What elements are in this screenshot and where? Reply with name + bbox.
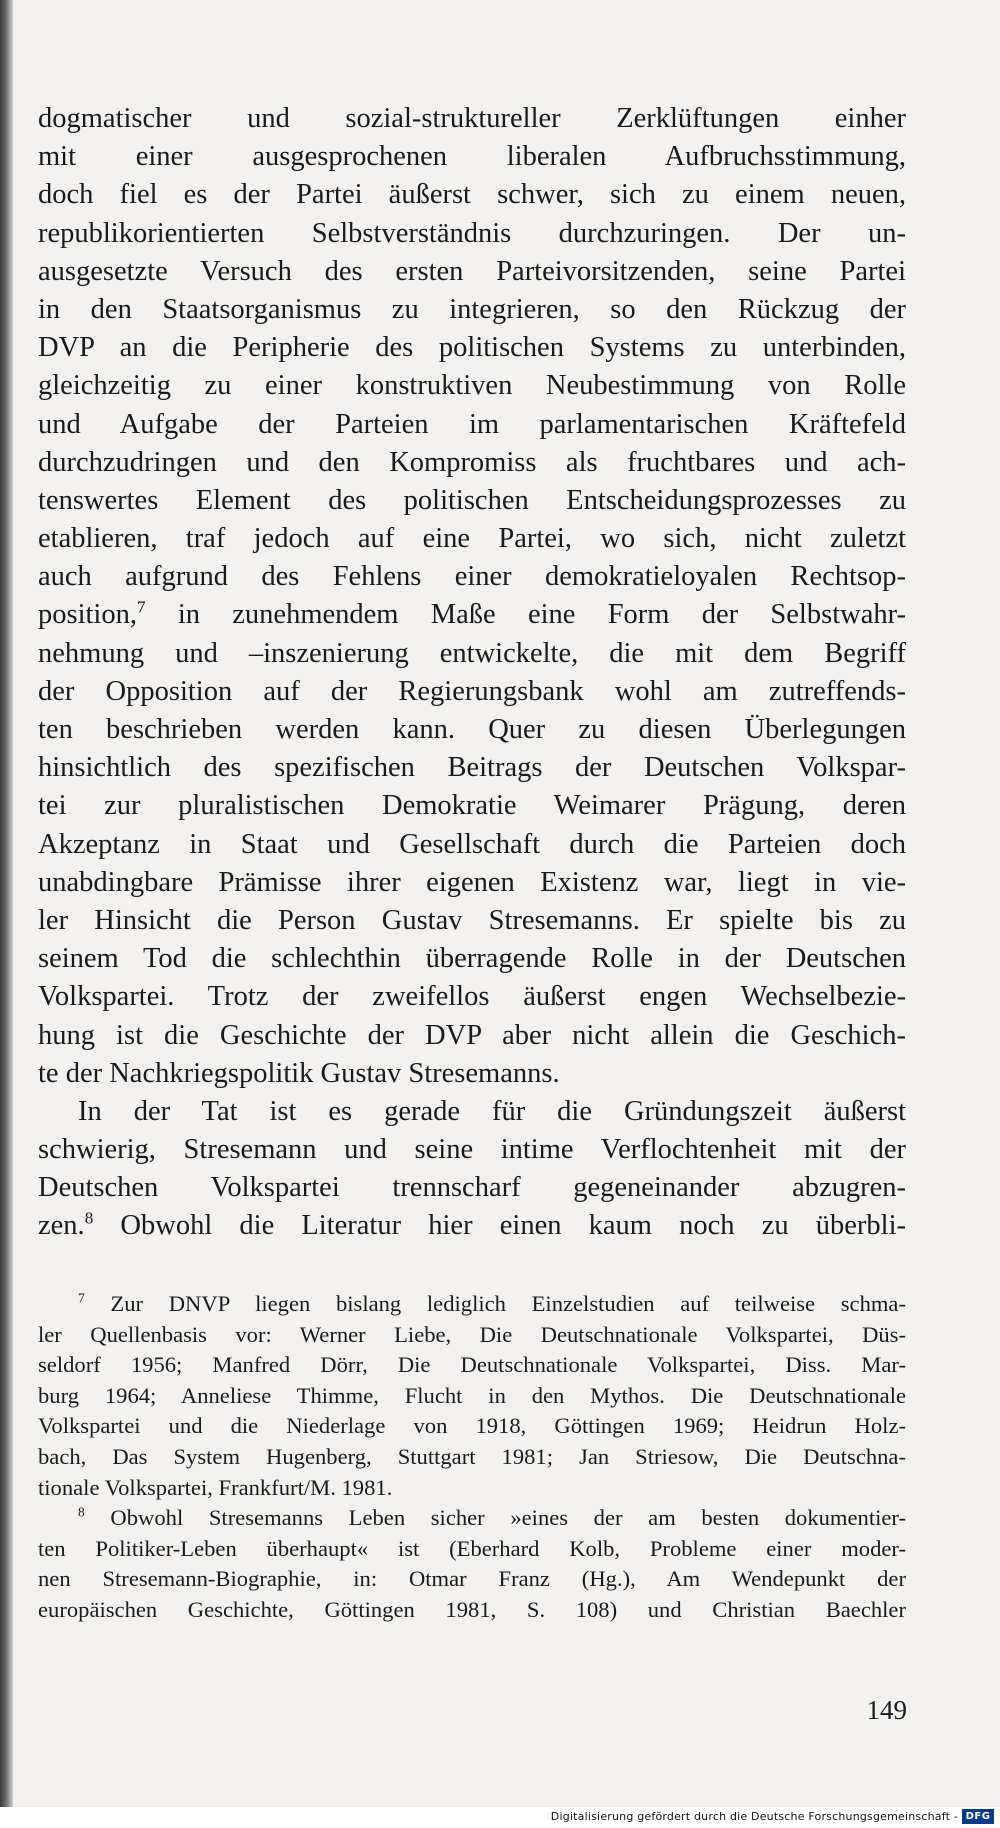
footnote-text: Zur DNVP liegen bislang lediglich Einzelstudien auf teilweise schma-: [110, 1291, 906, 1316]
text-line: in den Staatsorganismus zu integrieren, so den Rückzug der: [38, 293, 906, 325]
footnote-7-line: tionale Volkspartei, Frankfurt/M. 1981.: [38, 1474, 393, 1500]
footnote-7-line: bach, Das System Hugenberg, Stuttgart 1981; Jan Striesow, Die Deutschna-: [38, 1443, 906, 1469]
text-line: tei zur pluralistischen Demokratie Weimarer Prägung, deren: [38, 790, 906, 822]
text-line: gleichzeitig zu einer konstruktiven Neubestimmung von Rolle: [38, 370, 906, 402]
text-line: In der Tat ist es gerade für die Gründungszeit äußerst: [78, 1095, 906, 1127]
text-segment: in zunehmendem Maße eine Form der Selbstwahr-: [177, 599, 906, 631]
text-line: etablieren, traf jedoch auf eine Partei, wo sich, nicht zuletzt: [38, 523, 906, 555]
text-line-with-footnote-ref: [38, 596, 906, 634]
text-line: tenswertes Element des politischen Entscheidungsprozesses zu: [38, 484, 906, 516]
text-line: hinsichtlich des spezifischen Beitrags der Deutschen Volkspar-: [38, 752, 906, 784]
text-line: Akzeptanz in Staat und Gesellschaft durch die Parteien doch: [38, 828, 906, 860]
text-line: republikorientierten Selbstverständnis durchzuringen. Der un-: [38, 217, 906, 249]
text-line: der Opposition auf der Regierungsbank wohl am zutreffends-: [38, 675, 906, 707]
dfg-logo: DFG: [962, 1809, 994, 1824]
text-line: hung ist die Geschichte der DVP aber nicht allein die Geschich-: [38, 1019, 906, 1051]
text-line: durchzudringen und den Kompromiss als fruchtbares und ach-: [38, 446, 906, 478]
text-line: ler Hinsicht die Person Gustav Stresemanns. Er spielte bis zu: [38, 904, 906, 936]
text-line: auch aufgrund des Fehlens einer demokratieloyalen Rechtsop-: [38, 561, 906, 593]
text-segment: Obwohl die Literatur hier einen kaum noch zu überbli-: [120, 1210, 906, 1242]
text-line: Volkspartei. Trotz der zweifellos äußerst engen Wechselbezie-: [38, 981, 906, 1013]
footnote-ref-7[interactable]: 7: [136, 597, 146, 617]
text-line: und Aufgabe der Parteien im parlamentarischen Kräftefeld: [38, 408, 906, 440]
page-number: 149: [866, 1695, 907, 1725]
digitization-credit: Digitalisierung gefördert durch die Deutsche Forschungsgemeinschaft -: [550, 1810, 958, 1823]
footnote-7-line: [38, 1289, 906, 1320]
footnotes: [38, 1289, 906, 1626]
text-line: ten beschrieben werden kann. Quer zu diesen Überlegungen: [38, 714, 906, 745]
footnote-7-line: Volkspartei und die Niederlage von 1918, Göttingen 1969; Heidrun Holz-: [38, 1413, 906, 1439]
text-line: mit einer ausgesprochenen liberalen Aufbruchsstimmung,: [38, 141, 906, 173]
main-text: [38, 100, 906, 1246]
text-line: DVP an die Peripherie des politischen Systems zu unterbinden,: [38, 332, 906, 364]
text-line: Deutschen Volkspartei trennscharf gegeneinander abzugren-: [38, 1172, 906, 1204]
text-line: schwierig, Stresemann und seine intime Verflochtenheit mit der: [38, 1134, 906, 1166]
text-line: unabdingbare Prämisse ihrer eigenen Existenz war, liegt in vie-: [38, 866, 906, 898]
footnote-7-line: burg 1964; Anneliese Thimme, Flucht in den Mythos. Die Deutschnationale: [38, 1382, 906, 1408]
text-line: doch fiel es der Partei äußerst schwer, sich zu einem neuen,: [38, 179, 906, 211]
footnote-ref-8[interactable]: 8: [84, 1208, 94, 1228]
footnote-7-line: ler Quellenbasis vor: Werner Liebe, Die Deutschnationale Volkspartei, Düs-: [38, 1321, 906, 1347]
text-line-with-footnote-ref: [38, 1207, 906, 1245]
text-line: ausgesetzte Versuch des ersten Parteivorsitzenden, seine Partei: [38, 255, 906, 287]
book-spine-shadow: [0, 0, 13, 1828]
text-line: seinem Tod die schlechthin überragende Rolle in der Deutschen: [38, 943, 906, 975]
text-segment: zen.: [38, 1210, 85, 1242]
footnote-8-line: ten Politiker-Leben überhaupt« ist (Eberhard Kolb, Probleme einer moder-: [38, 1535, 906, 1561]
footnote-marker-7: 7: [78, 1290, 85, 1306]
footnote-marker-8: 8: [78, 1504, 85, 1520]
footnote-8-line: europäischen Geschichte, Göttingen 1981, S. 108) und Christian Baechler: [38, 1596, 906, 1622]
footnote-8-line: nen Stresemann-Biographie, in: Otmar Franz (Hg.), Am Wendepunkt der: [38, 1566, 906, 1592]
footnote-7-line: seldorf 1956; Manfred Dörr, Die Deutschnationale Volkspartei, Diss. Mar-: [38, 1352, 906, 1378]
text-line: nehmung und –inszenierung entwickelte, die mit dem Begriff: [38, 637, 906, 669]
text-line: dogmatischer und sozial-struktureller Zerklüftungen einher: [38, 103, 906, 134]
text-line: te der Nachkriegspolitik Gustav Stresemanns.: [38, 1057, 560, 1089]
footnote-text: Obwohl Stresemanns Leben sicher »eines der am besten dokumentier-: [110, 1505, 907, 1531]
text-segment: position,: [38, 599, 137, 631]
footnote-8-line: [38, 1503, 906, 1534]
